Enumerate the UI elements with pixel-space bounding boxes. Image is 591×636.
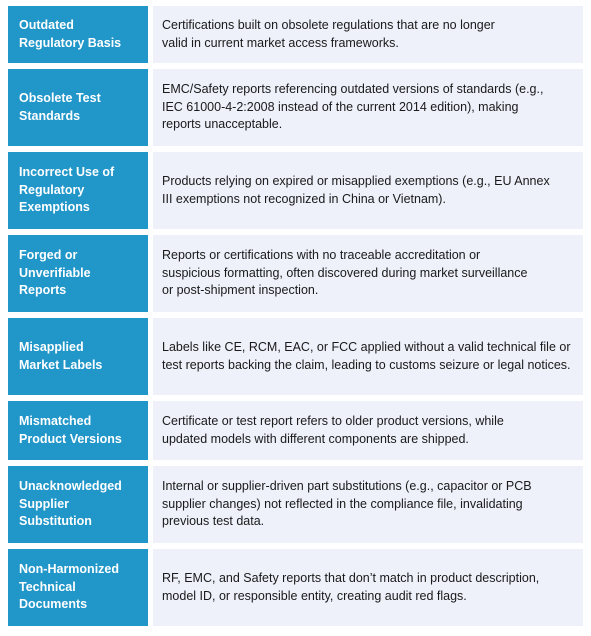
row-label: Incorrect Use of Regulatory Exemptions — [8, 152, 148, 229]
row-label: Unacknowledged Supplier Substitution — [8, 466, 148, 543]
row-label: Forged or Unverifiable Reports — [8, 235, 148, 312]
issues-table — [8, 6, 583, 626]
row-label: Obsolete Test Standards — [8, 69, 148, 146]
row-description: Internal or supplier-driven part substitutions (e.g., capacitor or PCB supplier changes) not reflected in the compliance file, invalidating previous test data. — [153, 466, 583, 543]
row-label: Mismatched Product Versions — [8, 401, 148, 460]
table-row — [8, 401, 583, 460]
row-description: Certifications built on obsolete regulations that are no longer valid in current market access frameworks. — [153, 6, 583, 63]
row-label: Misapplied Market Labels — [8, 318, 148, 395]
row-description: RF, EMC, and Safety reports that don’t match in product description, model ID, or responsible entity, creating audit red flags. — [153, 549, 583, 626]
table-row — [8, 152, 583, 229]
row-description: EMC/Safety reports referencing outdated versions of standards (e.g., IEC 61000-4-2:2008 instead of the current 2014 edition), making reports unacceptable. — [153, 69, 583, 146]
table-row — [8, 235, 583, 312]
row-label: Non-Harmonized Technical Documents — [8, 549, 148, 626]
row-description: Labels like CE, RCM, EAC, or FCC applied without a valid technical file or test reports backing the claim, leading to customs seizure or legal notices. — [153, 318, 583, 395]
row-label: Outdated Regulatory Basis — [8, 6, 148, 63]
table-row — [8, 69, 583, 146]
row-description: Certificate or test report refers to older product versions, while updated models with different components are shipped. — [153, 401, 583, 460]
table-row — [8, 318, 583, 395]
table-row — [8, 6, 583, 63]
table-row — [8, 549, 583, 626]
row-description: Products relying on expired or misapplied exemptions (e.g., EU Annex III exemptions not recognized in China or Vietnam). — [153, 152, 583, 229]
table-row — [8, 466, 583, 543]
row-description: Reports or certifications with no traceable accreditation or suspicious formatting, often discovered during market surveillance or post-shipment inspection. — [153, 235, 583, 312]
